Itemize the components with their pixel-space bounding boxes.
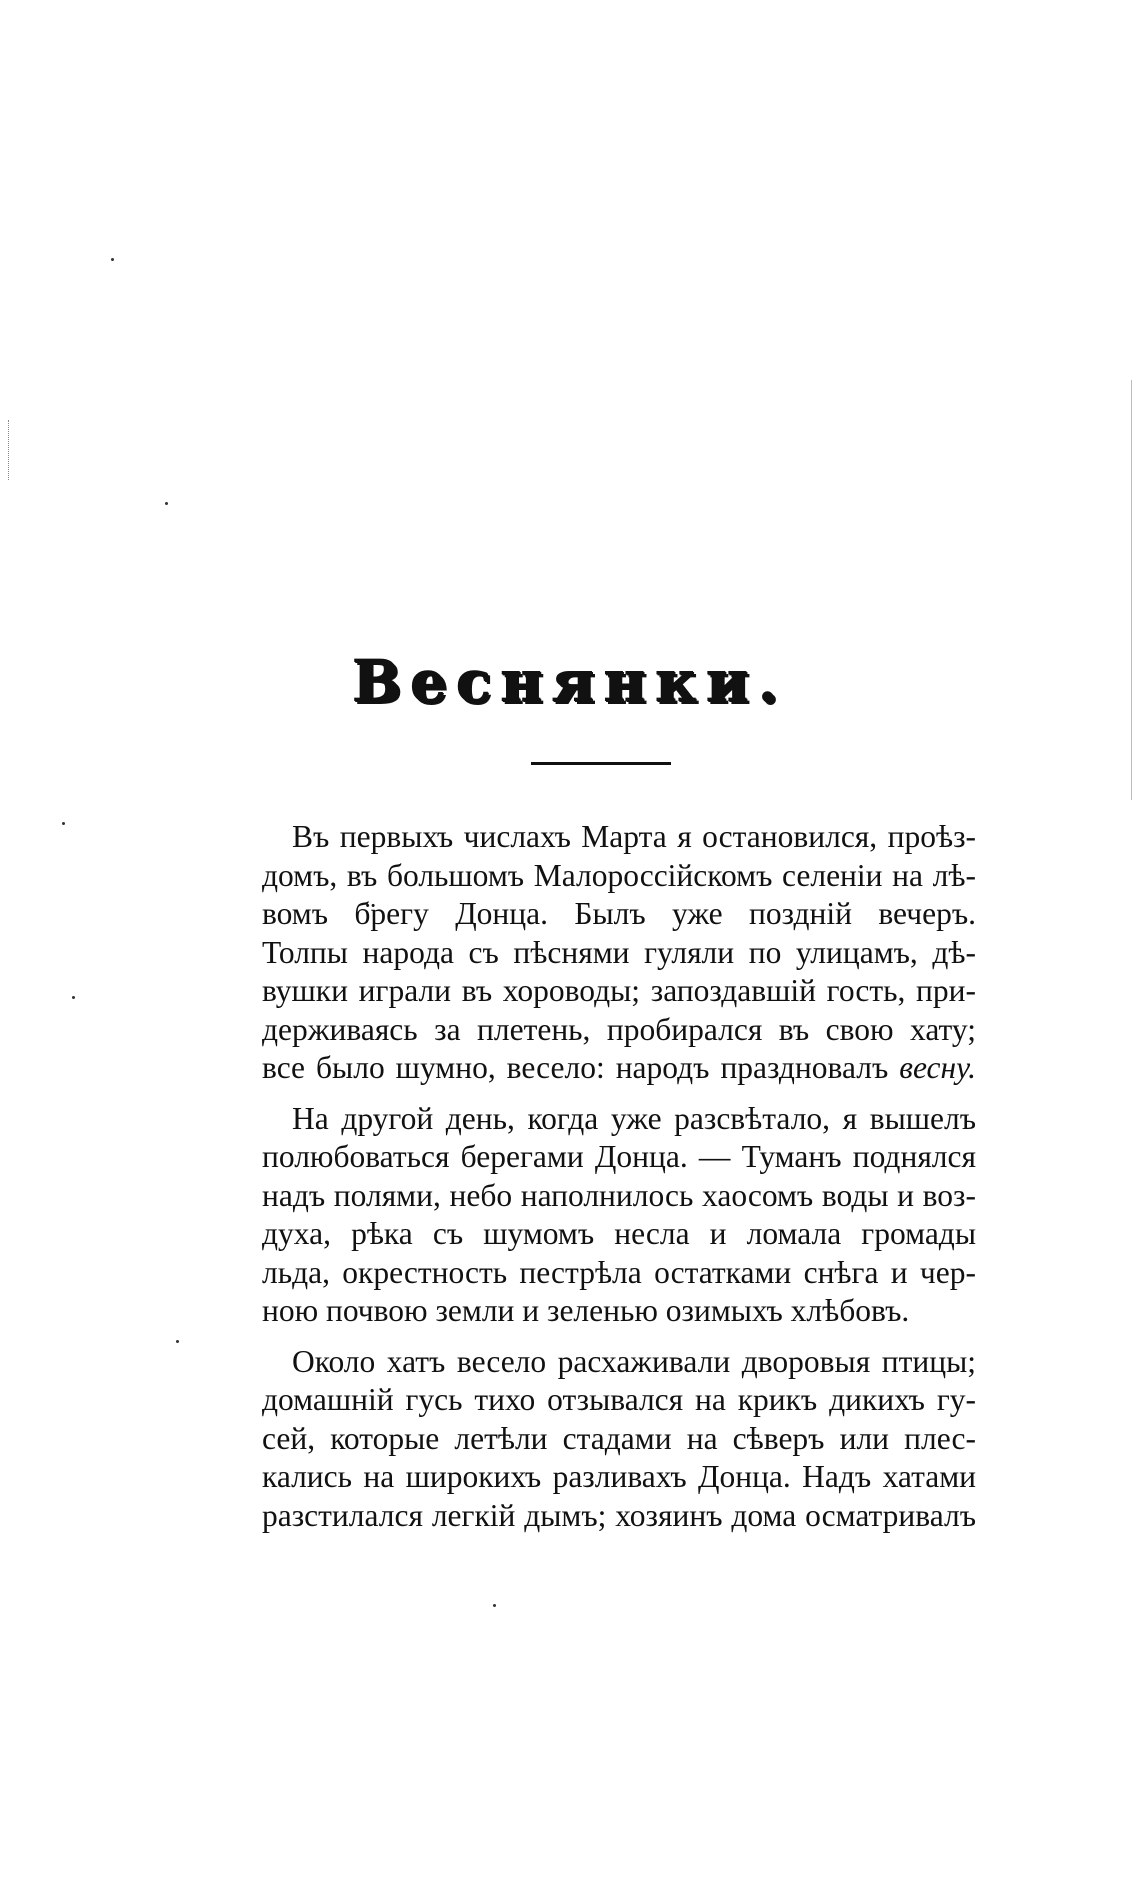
text-line bbox=[262, 1049, 976, 1088]
scan-speck bbox=[176, 1340, 179, 1343]
text-line: вушки играли въ хороводы; запоздавшій гость, при- bbox=[262, 973, 976, 1008]
paragraph-3 bbox=[262, 1343, 976, 1536]
text-line: кались на широкихъ разливахъ Донца. Надъ хатами bbox=[262, 1459, 976, 1494]
text-line: полюбоваться берегами Донца. — Туманъ поднялся bbox=[262, 1139, 976, 1174]
text-line: Въ первыхъ числахъ Марта я остановился, проѣз- bbox=[292, 819, 976, 854]
paragraph-2 bbox=[262, 1100, 976, 1331]
scan-margin-marks bbox=[8, 420, 10, 480]
title-rule bbox=[531, 762, 671, 765]
text-line: разстилался легкій дымъ; хозяинъ дома осматривалъ bbox=[262, 1497, 976, 1533]
text-line: духа, рѣка съ шумомъ несла и ломала громады bbox=[262, 1216, 976, 1251]
paragraph-1 bbox=[262, 818, 976, 1088]
text-line: Около хатъ весело расхаживали дворовыя птицы; bbox=[292, 1343, 976, 1379]
text-line: вомъ б̈регу Донца. Былъ уже поздній вечеръ. bbox=[262, 896, 976, 931]
chapter-title: Веснянки. bbox=[352, 648, 788, 716]
text-line: ною почвою земли и зеленью озимыхъ хлѣбовъ. bbox=[262, 1293, 910, 1328]
text-line: держиваясь за плетень, пробирался въ свою хату; bbox=[262, 1011, 976, 1047]
emphasized-word: весну. bbox=[899, 1050, 976, 1085]
text-line: льда, окрестность пестрѣла остатками снѣга и чер- bbox=[262, 1254, 976, 1290]
text-line: На другой день, когда уже разсвѣтало, я вышелъ bbox=[292, 1100, 976, 1136]
scan-speck bbox=[62, 822, 65, 825]
text-line: домашній гусь тихо отзывался на крикъ дикихъ гу- bbox=[262, 1382, 976, 1417]
scan-speck bbox=[493, 1604, 496, 1607]
text-line: Толпы народа съ пѣснями гуляли по улицамъ, дѣ- bbox=[262, 934, 976, 970]
text-line-prefix: все было шумно, весело: народъ праздновалъ bbox=[262, 1050, 900, 1085]
body-text bbox=[262, 818, 976, 1535]
text-line: сей, которые летѣли стадами на сѣверъ или плес- bbox=[262, 1420, 976, 1456]
scan-speck bbox=[72, 996, 75, 999]
text-line: домъ, въ большомъ Малороссійскомъ селеніи на лѣ- bbox=[262, 857, 976, 893]
scan-speck bbox=[165, 502, 168, 505]
scan-speck bbox=[111, 258, 114, 261]
scan-edge-line bbox=[1131, 380, 1132, 800]
text-line: надъ полями, небо наполнилось хаосомъ воды и воз- bbox=[262, 1177, 976, 1213]
